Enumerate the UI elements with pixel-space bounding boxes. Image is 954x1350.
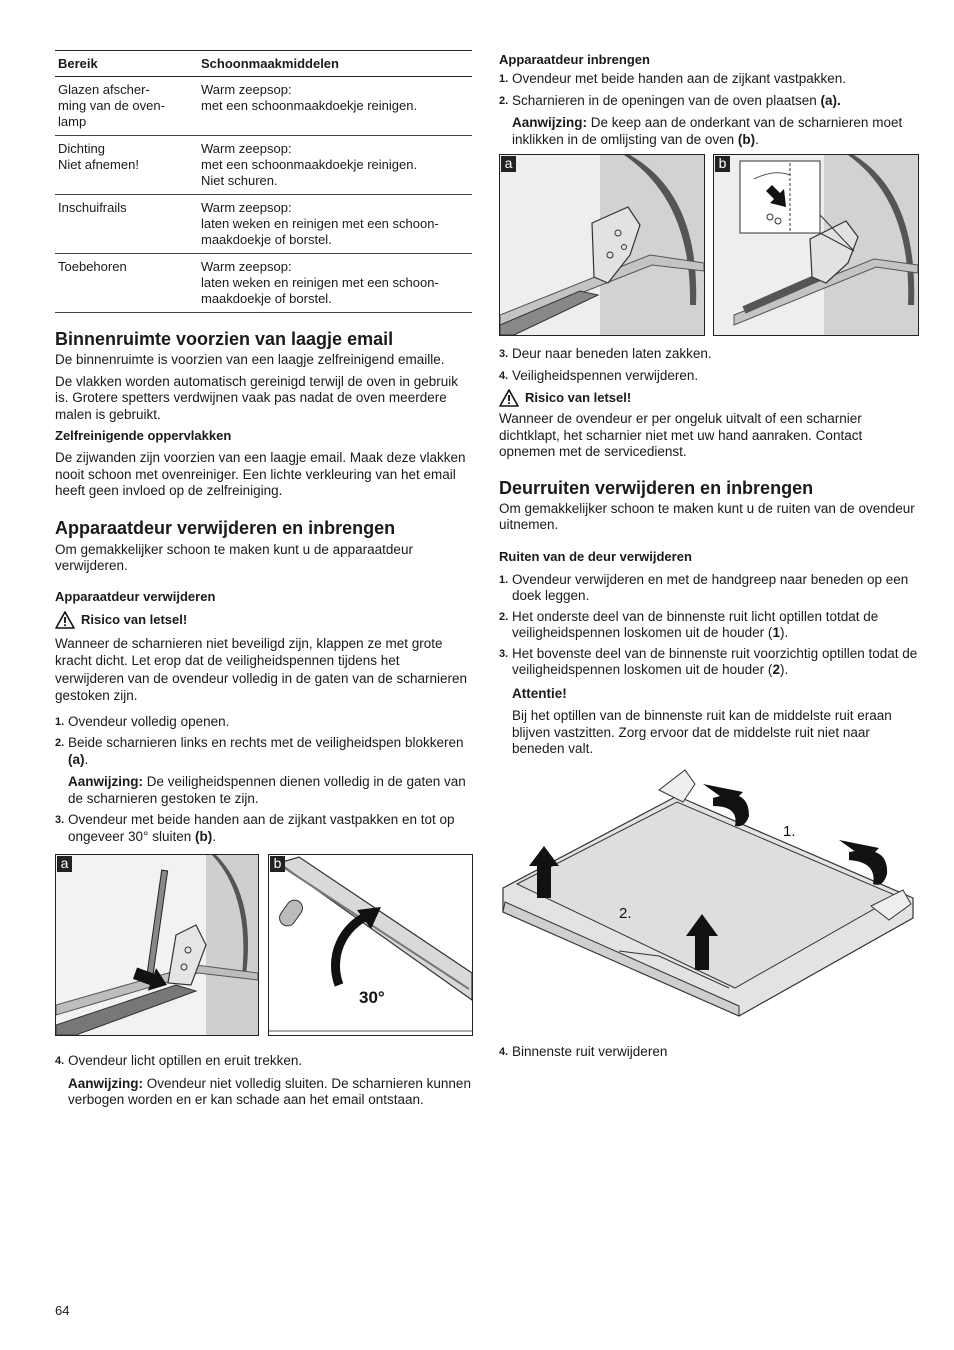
figure-b-hinge-notch [713, 154, 919, 336]
hinge-pin-illustration [56, 855, 258, 1035]
table-cell-area: Dichting Niet afnemen! [55, 136, 198, 195]
note-text: . [755, 131, 759, 147]
step-text: Veiligheidspennen verwijderen. [512, 367, 699, 383]
warning-icon [499, 389, 519, 407]
table-cell-agent: Warm zeepsop: laten weken en reinigen met een schoon- maakdoekje of borstel. [198, 195, 472, 254]
table-cell-area: Toebehoren [55, 254, 198, 313]
step-text: . [84, 751, 89, 767]
paragraph: De vlakken worden automatisch gereinigd terwijl de oven in gebruik is. Grotere spetters verdwijnen vaak pas nadat de oven meerdere malen is gebruikt. [55, 373, 458, 422]
section-title: Apparaatdeur verwijderen en inbrengen [55, 517, 396, 538]
note-text: De keep aan de onderkant van de scharnieren moet inklikken in de omlijsting van de oven [512, 115, 903, 147]
subsection-title: Apparaatdeur inbrengen [499, 52, 650, 67]
warning-heading [55, 611, 472, 629]
warning-title: Risico van letsel! [525, 390, 632, 405]
table-header-area: Bereik [55, 51, 198, 77]
figure-a-hinge-insert [499, 154, 705, 336]
paragraph: De zijwanden zijn voorzien van een laagje email. Maak deze vlakken nooit schoon met ovenreiniger. Een lichte verkleuring van het email heeft geen invloed op de zelfreiniging. [55, 450, 466, 498]
figure-pane-removal [499, 766, 918, 1034]
note-label: Aanwijzing: [512, 115, 587, 130]
step-item: 2. Scharnieren in de openingen van de oven plaatsen (a). [499, 92, 841, 108]
step-item: 1. Ovendeur verwijderen en met de handgreep naar beneden op een doek leggen. [499, 571, 909, 603]
figure-ref: (b) [194, 828, 213, 844]
step-item: 3. Ovendeur met beide handen aan de zijkant vastpakken en tot op ongeveer 30° sluiten (b). [55, 812, 455, 844]
step-list [499, 346, 918, 384]
table-row [55, 136, 472, 195]
figure-row-remove [55, 854, 472, 1038]
ref-number: 2 [772, 662, 780, 677]
table-cell-agent: Warm zeepsop: laten weken en reinigen met een schoon- maakdoekje of borstel. [198, 254, 472, 313]
warning-text: Wanneer de ovendeur er per ongeluk uitvalt of een scharnier dichtklapt, het scharnier niet met uw hand aanraken. Contact opnemen met de servicedienst. [499, 411, 863, 459]
angle-label: 30° [359, 988, 385, 1007]
step-text: ). [779, 625, 789, 640]
table-header-agent: Schoonmaakmiddelen [198, 51, 472, 77]
figure-ref: (a). [820, 92, 841, 108]
step-item: 2. Beide scharnieren links en rechts met de veiligheidspen blokkeren (a). [55, 735, 464, 767]
paragraph: Om gemakkelijker schoon te maken kunt u de apparaatdeur verwijderen. [55, 541, 413, 573]
step-item: 1. Ovendeur met beide handen aan de zijkant vastpakken. [499, 71, 846, 86]
table-cell-area: Inschuifrails [55, 195, 198, 254]
step-list [499, 1044, 918, 1061]
note [499, 115, 918, 148]
paragraph: Om gemakkelijker schoon te maken kunt u de ruiten van de ovendeur uitnemen. [499, 500, 915, 532]
step-text: . [212, 828, 216, 844]
step-text: Ovendeur met beide handen aan de zijkant vastpakken en tot op ongeveer 30° sluiten [68, 812, 455, 844]
step-item: 3. Deur naar beneden laten zakken. [499, 346, 712, 361]
figure-row-insert [499, 154, 918, 338]
step-text: Deur naar beneden laten zakken. [512, 346, 712, 361]
note [55, 774, 472, 807]
step-item: 1. Ovendeur volledig openen. [55, 713, 230, 729]
table-row [55, 254, 472, 313]
attention-text: Bij het optillen van de binnenste ruit kan de middelste ruit eraan blijven vastzitten. Zorg ervoor dat de middelste ruit niet naar beneden valt. [512, 708, 892, 756]
warning-text: Wanneer de scharnieren niet beveiligd zijn, klappen ze met grote kracht dicht. Let erop dat de veiligheidspennen tijdens het verwijderen van de ovendeur volledig in de gaten van de scharnieren gestoken zijn. [55, 635, 468, 703]
note-label: Aanwijzing: [68, 774, 143, 789]
table-cell-agent: Warm zeepsop: met een schoonmaakdoekje reinigen. [198, 77, 472, 136]
figure-label: b [270, 856, 285, 872]
step-text: Binnenste ruit verwijderen [512, 1043, 668, 1059]
step-text: Scharnieren in de openingen van de oven plaatsen [512, 92, 821, 108]
figure-ref: (b) [737, 131, 756, 147]
step-text: Beide scharnieren links en rechts met de veiligheidspen blokkeren [68, 735, 464, 750]
figure-a-hinge-pin [55, 854, 259, 1036]
figure-b-door-angle [268, 854, 473, 1036]
page-number: 64 [55, 1303, 70, 1318]
warning-title: Risico van letsel! [81, 611, 188, 627]
cleaning-table [55, 50, 472, 313]
subsection-title: Zelfreinigende oppervlakken [55, 428, 232, 443]
step-text: ). [779, 662, 789, 677]
figure-ref: (a) [68, 751, 85, 767]
step-text: Het onderste deel van de binnenste ruit licht optillen totdat de veiligheidspennen loskomen uit de houder ( [512, 608, 879, 640]
pane-removal-illustration [499, 766, 918, 1034]
table-cell-area: Glazen afscher- ming van de oven- lamp [55, 77, 198, 136]
section-title: Deurruiten verwijderen en inbrengen [499, 477, 814, 498]
step-item: 4. Ovendeur licht optillen en eruit trekken. [55, 1053, 303, 1068]
table-row [55, 77, 472, 136]
step-item: 4. Binnenste ruit verwijderen [499, 1043, 668, 1059]
attention-title: Attentie! [512, 685, 567, 701]
figure-step-label: 1. [783, 822, 796, 840]
attention-heading [499, 686, 918, 703]
note-text: De veiligheidspennen dienen volledig in de gaten van de scharnieren gestoken te zijn. [68, 774, 466, 806]
figure-step-label: 2. [619, 904, 632, 922]
hinge-notch-illustration [714, 155, 918, 335]
step-item: 2. Het onderste deel van de binnenste ruit licht optillen totdat de veiligheidspennen loskomen uit de houder (1). [499, 608, 879, 640]
step-item: 4. Veiligheidspennen verwijderen. [499, 367, 699, 383]
note-label: Aanwijzing: [68, 1075, 143, 1091]
step-text: Ovendeur licht optillen en eruit trekken. [68, 1053, 303, 1068]
right-column [499, 50, 918, 1060]
note [55, 1076, 472, 1109]
subsection-title: Ruiten van de deur verwijderen [499, 548, 692, 564]
step-item: 3. Het bovenste deel van de binnenste ruit voorzichtig optillen todat de veiligheidspennen loskomen uit de houder (2). [499, 645, 918, 677]
step-list [55, 1053, 472, 1070]
table-cell-agent: Warm zeepsop: met een schoonmaakdoekje reinigen. Niet schuren. [198, 136, 472, 195]
paragraph: De binnenruimte is voorzien van een laagje zelfreinigend emaille. [55, 352, 445, 367]
section-title: Binnenruimte voorzien van laagje email [55, 329, 394, 349]
step-text: Ovendeur verwijderen en met de handgreep naar beneden op een doek leggen. [512, 571, 909, 603]
step-text: Ovendeur volledig openen. [68, 713, 230, 729]
warning-heading [499, 389, 918, 407]
hinge-insert-illustration [500, 155, 704, 335]
warning-icon [55, 611, 75, 629]
step-text: Het bovenste deel van de binnenste ruit voorzichtig optillen todat de veiligheidspennen loskomen uit de houder ( [512, 645, 918, 677]
step-list [55, 812, 472, 845]
table-row [55, 195, 472, 254]
step-list [55, 714, 472, 769]
figure-label: a [57, 856, 72, 872]
figure-label: b [715, 156, 730, 172]
step-list [499, 71, 918, 109]
ref-number: 1 [772, 625, 780, 640]
table-body [55, 77, 472, 313]
step-text: Ovendeur met beide handen aan de zijkant vastpakken. [512, 71, 846, 86]
note-text: Ovendeur niet volledig sluiten. De scharnieren kunnen verbogen worden en er kan schade aan het email ontstaan. [68, 1075, 471, 1107]
subsection-title: Apparaatdeur verwijderen [55, 588, 216, 604]
left-column [55, 50, 472, 1109]
figure-label: a [501, 156, 516, 172]
step-list [499, 572, 918, 679]
door-angle-illustration [269, 855, 472, 1035]
